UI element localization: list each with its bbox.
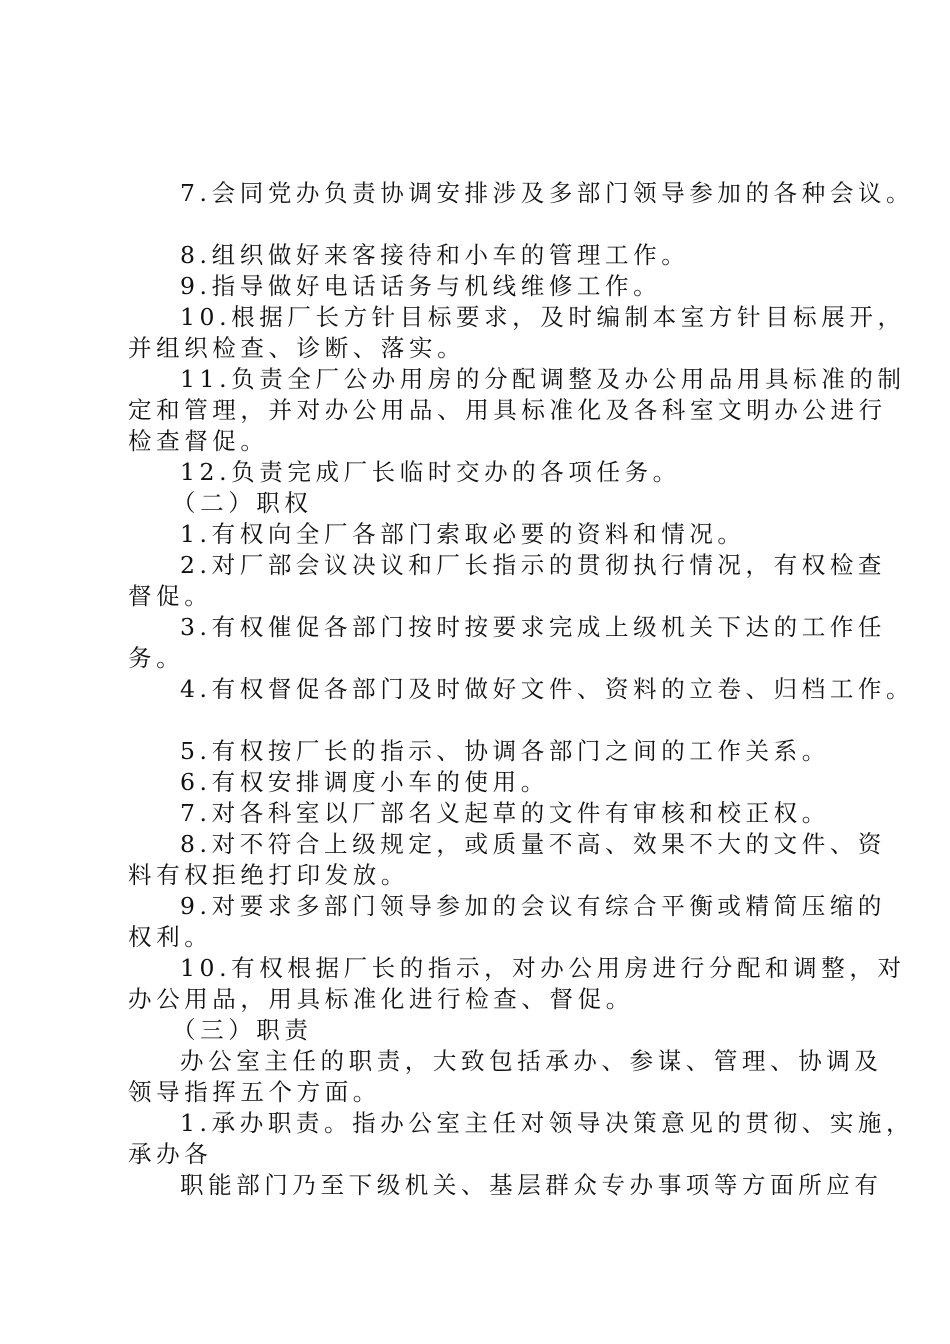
text-line: 10.根据厂长方针目标要求，及时编制本室方针目标展开， (180, 303, 906, 331)
text-line: 定和管理，并对办公用品、用具标准化及各科室文明办公进行 (128, 396, 887, 424)
text-line: 1.承办职责。指办公室主任对领导决策意见的贯彻、实施， (180, 1109, 915, 1137)
text-line: 8.组织做好来客接待和小车的管理工作。 (180, 241, 690, 269)
text-line: 7.对各科室以厂部名义起草的文件有审核和校正权。 (180, 799, 830, 827)
text-line: 职能部门乃至下级机关、基层群众专办事项等方面所应有 (180, 1171, 883, 1199)
text-line: 7.会同党办负责协调安排涉及多部门领导参加的各种会议。 (180, 179, 915, 207)
text-line: 12.负责完成厂长临时交办的各项任务。 (180, 458, 681, 486)
section-heading: （三）职责 (172, 1016, 313, 1044)
text-line: 承办各 (128, 1140, 213, 1168)
text-line: 3.有权催促各部门按时按要求完成上级机关下达的工作任 (180, 613, 887, 641)
text-line: 办公用品，用具标准化进行检查、督促。 (128, 985, 634, 1013)
text-line: 10.有权根据厂长的指示，对办公用房进行分配和调整，对 (180, 954, 906, 982)
section-heading: （二）职权 (172, 489, 313, 517)
text-line: 领导指挥五个方面。 (128, 1078, 381, 1106)
text-line: 1.有权向全厂各部门索取必要的资料和情况。 (180, 520, 746, 548)
text-line: 办公室主任的职责，大致包括承办、参谋、管理、协调及 (180, 1047, 883, 1075)
text-line: 检查督促。 (128, 427, 269, 455)
text-line: 8.对不符合上级规定，或质量不高、效果不大的文件、资 (180, 830, 887, 858)
text-line: 11.负责全厂公办用房的分配调整及办公用品用具标准的制 (180, 365, 906, 393)
text-line: 5.有权按厂长的指示、协调各部门之间的工作关系。 (180, 737, 830, 765)
text-line: 2.对厂部会议决议和厂长指示的贯彻执行情况，有权检查 (180, 551, 887, 579)
text-line: 9.指导做好电话话务与机线维修工作。 (180, 272, 662, 300)
text-line: 6.有权安排调度小车的使用。 (180, 768, 549, 796)
text-line: 督促。 (128, 582, 213, 610)
text-line: 务。 (128, 644, 185, 672)
text-line: 9.对要求多部门领导参加的会议有综合平衡或精简压缩的 (180, 892, 887, 920)
text-line: 权利。 (128, 923, 213, 951)
text-line: 并组织检查、诊断、落实。 (128, 334, 466, 362)
text-line: 4.有权督促各部门及时做好文件、资料的立卷、归档工作。 (180, 675, 915, 703)
text-line: 料有权拒绝打印发放。 (128, 861, 409, 889)
